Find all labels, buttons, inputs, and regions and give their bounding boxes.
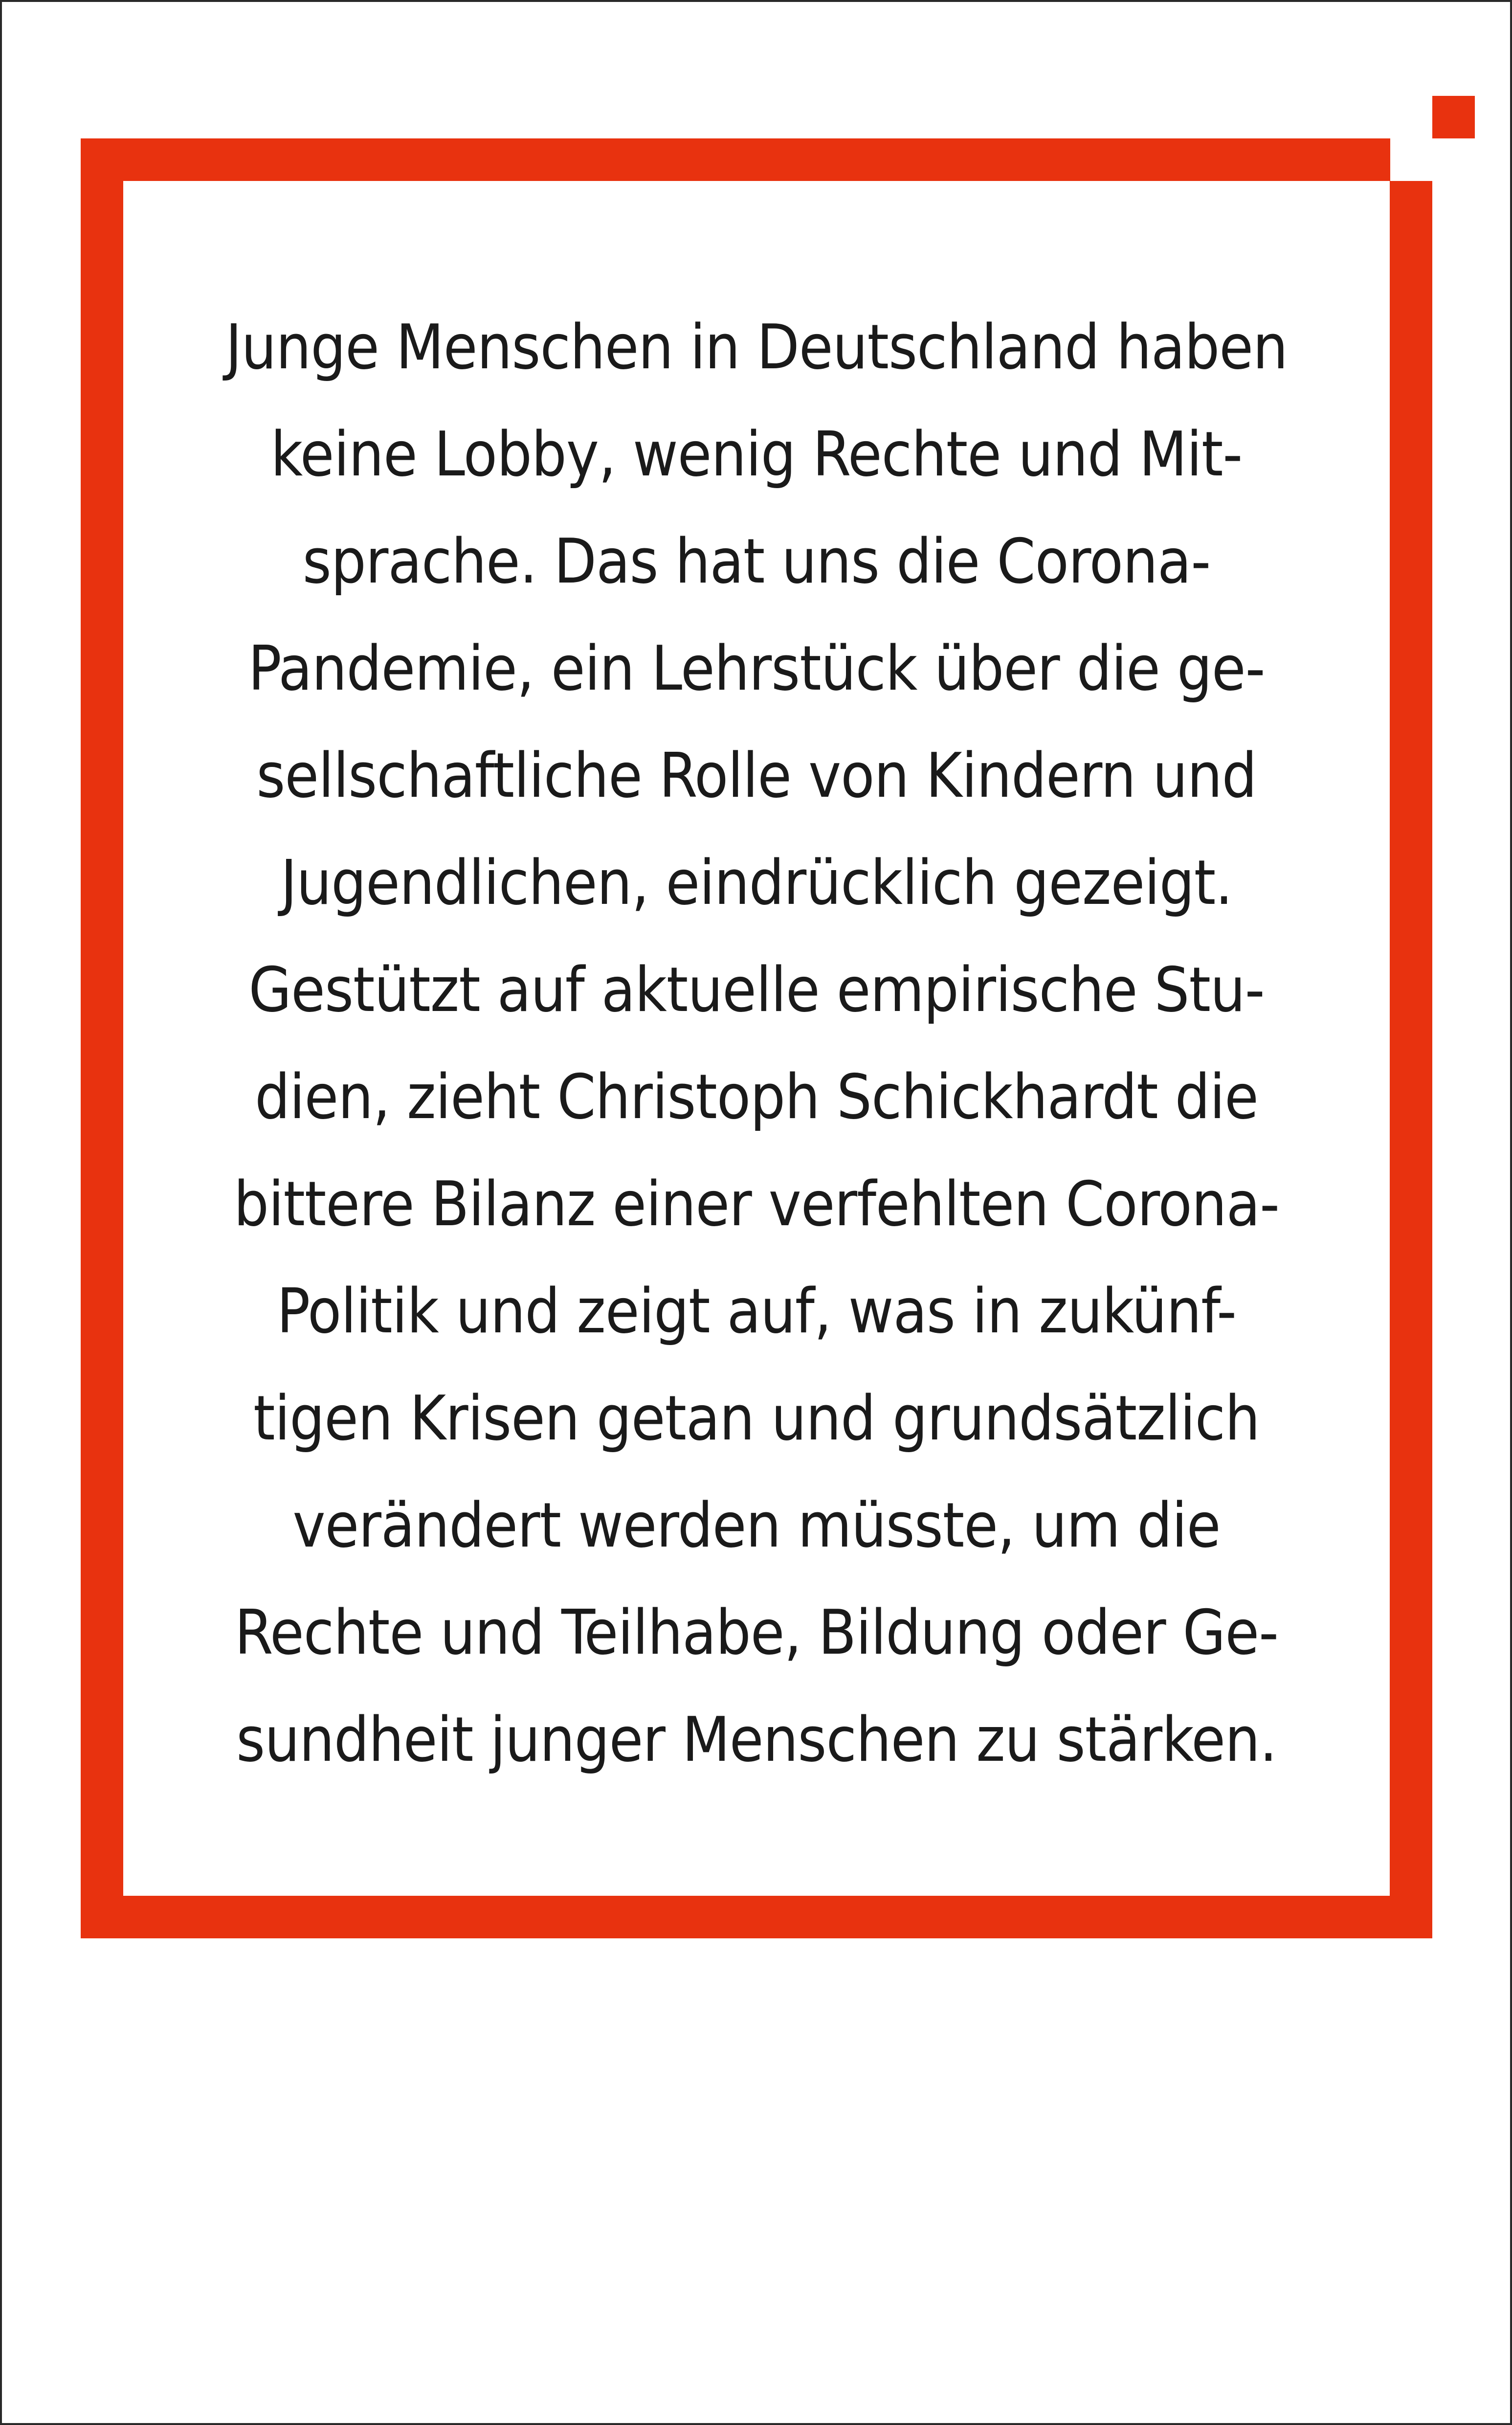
blurb-line: Gestützt auf aktuelle empirische Stu-: [248, 954, 1265, 1026]
blurb-line: Politik und zeigt auf, was in zukünf-: [276, 1275, 1237, 1347]
blurb-line: tigen Krisen getan und grundsätzlich: [253, 1382, 1260, 1454]
blurb-line: sprache. Das hat uns die Corona-: [302, 525, 1211, 597]
frame-top-bar: [81, 138, 1390, 181]
blurb-line: dien, zieht Christoph Schickhardt die: [255, 1061, 1258, 1133]
frame-left-bar: [81, 138, 123, 1938]
blurb-line: Jugendlichen, eindrücklich gezeigt.: [280, 847, 1233, 919]
blurb-line: Pandemie, ein Lehrstück über die ge-: [248, 632, 1265, 704]
blurb-text: [123, 293, 1390, 1793]
frame-bottom-bar: [81, 1896, 1432, 1938]
blurb-line: sundheit junger Menschen zu stärken.: [236, 1704, 1277, 1775]
blurb-line: keine Lobby, wenig Rechte und Mit-: [270, 418, 1243, 490]
blurb-line: bittere Bilanz einer verfehlten Corona-: [233, 1168, 1279, 1240]
blurb-line: verändert werden müsste, um die: [292, 1489, 1221, 1561]
corner-accent-square: [1432, 96, 1475, 138]
frame-right-bar: [1390, 181, 1432, 1938]
blurb-line: sellschaftliche Rolle von Kindern und: [256, 740, 1257, 811]
blurb-line: Rechte und Teilhabe, Bildung oder Ge-: [234, 1596, 1279, 1668]
blurb-line: Junge Menschen in Deutschland haben: [225, 311, 1288, 383]
